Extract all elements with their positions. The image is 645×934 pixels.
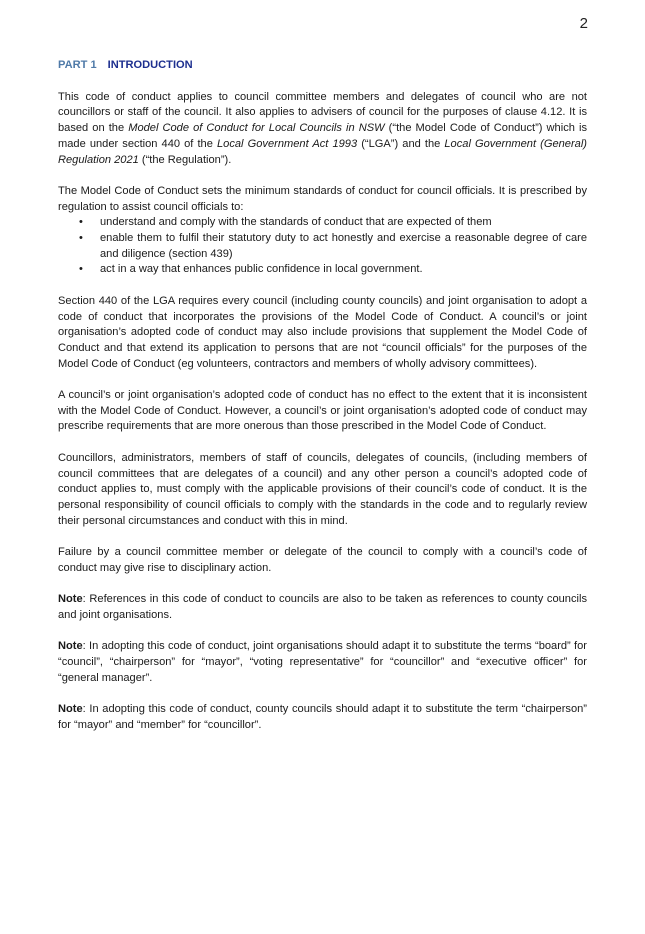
compliance-paragraph: Councillors, administrators, members of staff of councils, delegates of councils, (including members of council committees that are delegates of a council) and any other person a council’s adopted code of conduct applies to, must comply with the applicable provisions of their council’s code of conduct. It is the personal responsibility of council officials to comply with the standards in the code and to regularly review their personal circumstances and conduct with this in mind. xyxy=(58,451,587,527)
list-item: • understand and comply with the standards of conduct that are expected of them xyxy=(58,215,587,231)
list-item: • act in a way that enhances public confidence in local government. xyxy=(58,262,587,278)
part-title: INTRODUCTION xyxy=(107,59,193,71)
intro-text-4: (“the Regulation”). xyxy=(138,153,232,166)
section-440-paragraph: Section 440 of the LGA requires every council (including county councils) and joint organisation to adopt a code of conduct that incorporates the provisions of the Model Code of Conduct. A council’s or joint organisation’s adopted code of conduct may also include provisions that supplement the Model Code of Conduct and that extend its application to persons that are not “council officials” for the purposes of the Model Code of Conduct (eg volunteers, contractors and members of wholly advisory committees). xyxy=(58,294,587,370)
note-label: Note xyxy=(58,640,83,653)
lga-act-title: Local Government Act 1993 xyxy=(217,137,358,150)
note-label: Note xyxy=(58,593,83,606)
model-code-title: Model Code of Conduct for Local Councils in NSW xyxy=(128,122,385,135)
intro-paragraph xyxy=(58,90,587,169)
document-body xyxy=(58,58,587,749)
note-paragraph xyxy=(58,702,587,733)
part-label: PART 1 xyxy=(58,59,97,71)
note-paragraph xyxy=(58,592,587,623)
disciplinary-paragraph: Failure by a council committee member or delegate of the council to comply with a council’s code of conduct may give rise to disciplinary action. xyxy=(58,546,587,574)
regulation-title: Local Government (General) Regulation 2021 xyxy=(58,137,587,166)
list-item: • enable them to fulfil their statutory duty to act honestly and exercise a reasonable degree of care and diligence (section 439) xyxy=(58,231,587,262)
intro-text-2: (“the Model Code of Conduct”) which is made under section 440 of the xyxy=(58,122,587,150)
note-label: Note xyxy=(58,703,83,715)
inconsistency-paragraph: A council’s or joint organisation’s adopted code of conduct has no effect to the extent that it is inconsistent with the Model Code of Conduct. However, a council’s or joint organisation’s adopted code of conduct may prescribe requirements that are more onerous than those prescribed in the Model Code of Conduct. xyxy=(58,389,587,433)
standards-paragraph: The Model Code of Conduct sets the minimum standards of conduct for council officials. It is prescribed by regulation to assist council officials to: xyxy=(58,184,587,213)
purpose-list xyxy=(58,215,587,278)
section-heading xyxy=(58,58,587,74)
note-text: : References in this code of conduct to councils are also to be taken as references to county councils and joint organisations. xyxy=(58,593,587,621)
note-text: : In adopting this code of conduct, county councils should adapt it to substitute the term “chairperson” for “mayor” and “member” for “councillor”. xyxy=(58,703,587,731)
intro-text-1: This code of conduct applies to council committee members and delegates of council who are not councillors or staff of the council. It also applies to advisers of council for the purposes of clause 4.12. It is based on the xyxy=(58,90,587,135)
note-text: : In adopting this code of conduct, joint organisations should adapt it to substitute the terms “board” for “council”, “chairperson” for “mayor”, “voting representative” for “councillor” and “executive officer” for “general manager”. xyxy=(58,640,587,684)
page-number: 2 xyxy=(579,15,588,32)
note-paragraph xyxy=(58,639,587,686)
intro-text-3: (“LGA”) and the xyxy=(357,137,445,150)
